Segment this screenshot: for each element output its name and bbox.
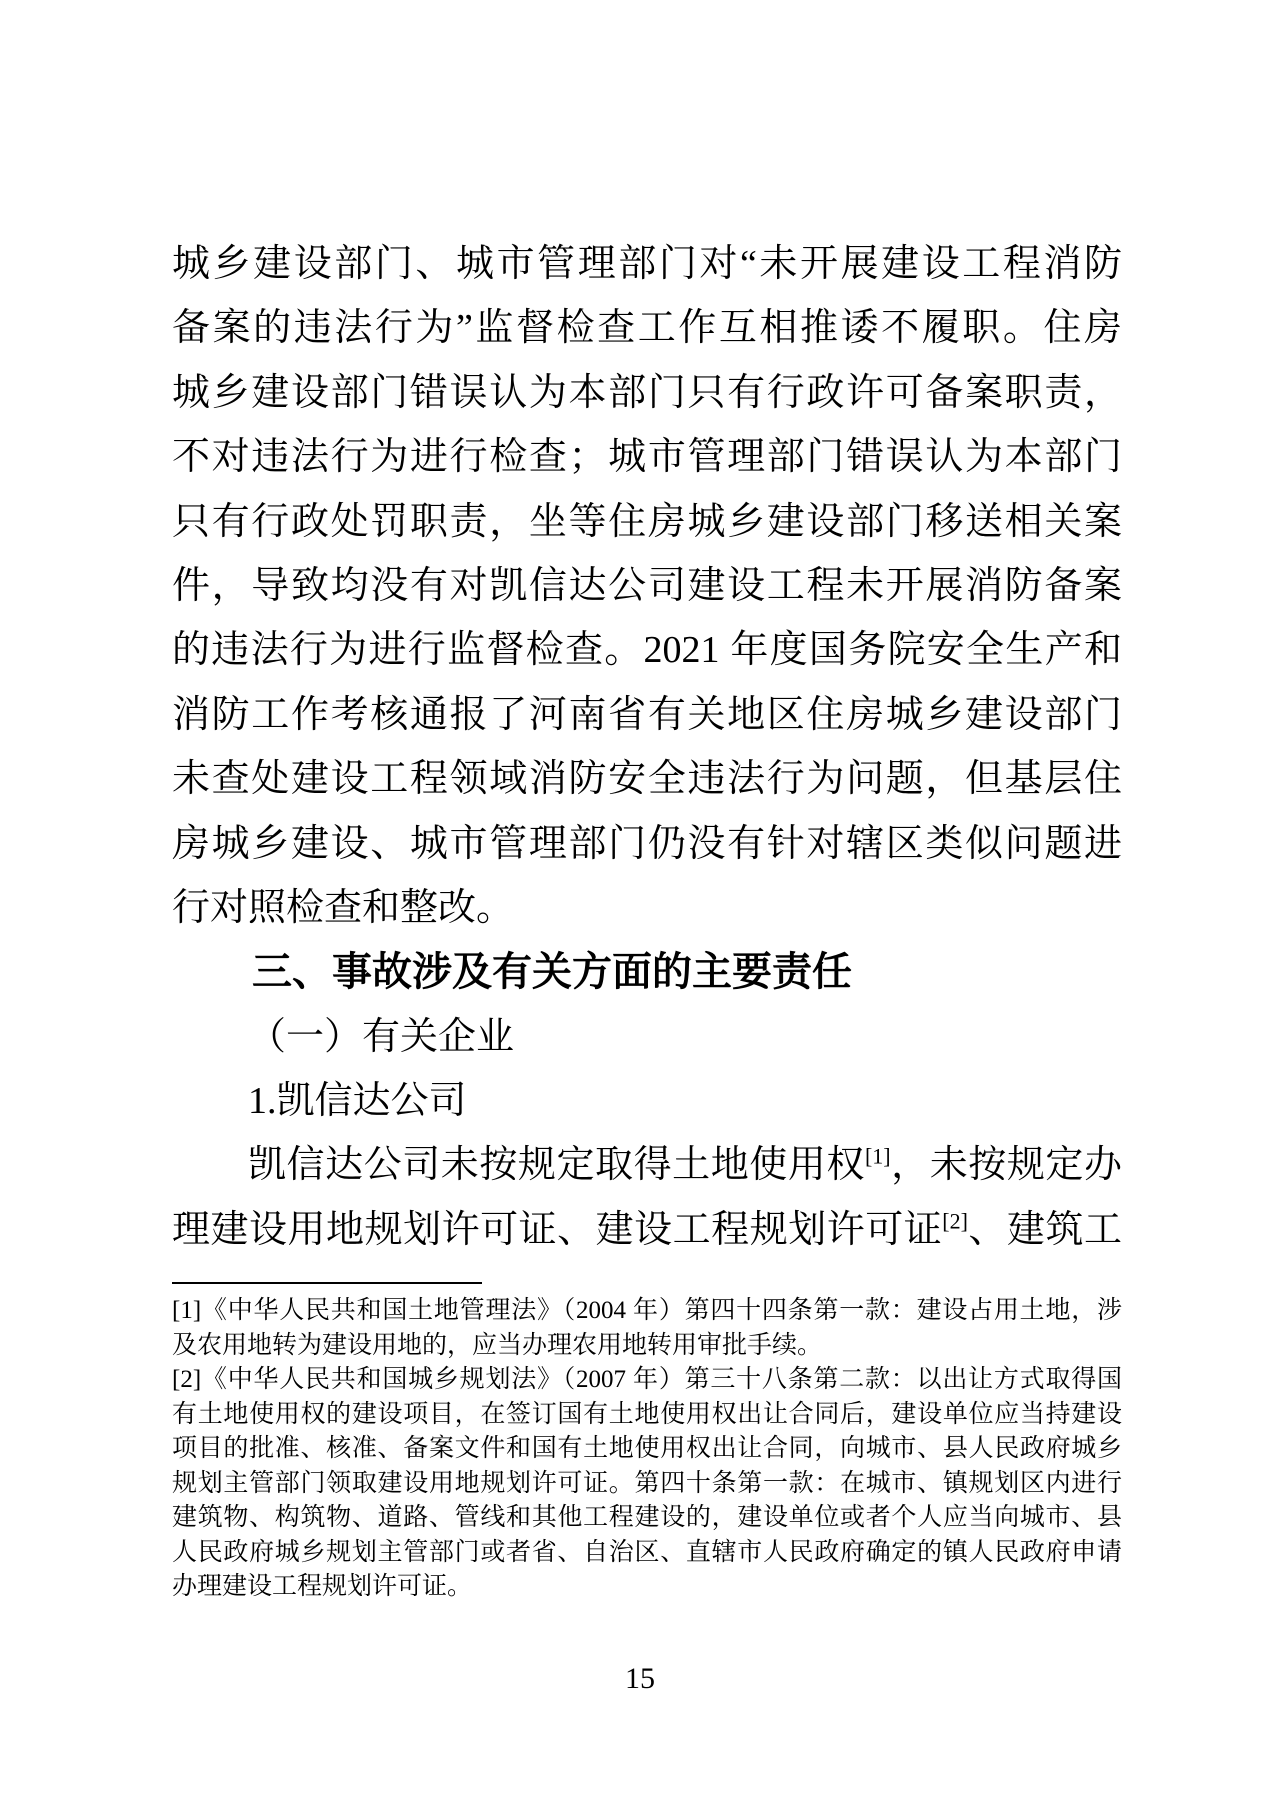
footnote-line: 人民政府城乡规划主管部门或者省、自治区、直辖市人民政府确定的镇人民政府申请: [172, 1538, 1122, 1566]
footnote-line: [2]《中华人民共和国城乡规划法》（2007 年）第三十八条第二款：以出让方式取得国: [172, 1366, 1122, 1393]
footnote-line: 规划主管部门领取建设用地规划许可证。第四十条第一款：在城市、镇规划区内进行: [172, 1469, 1122, 1497]
footnote-line: 建筑物、构筑物、道路、管线和其他工程建设的，建设单位或者个人应当向城市、县: [172, 1504, 1122, 1531]
footnote-ref-2: [2]: [942, 1208, 968, 1234]
footnote-ref-1: [1]: [864, 1143, 891, 1169]
paragraph-line: [172, 1198, 1122, 1262]
footnote-line: [1]《中华人民共和国土地管理法》（2004 年）第四十四条第一款：建设占用土地，涉: [172, 1297, 1122, 1324]
footnote-line: 办理建设工程规划许可证。: [172, 1573, 473, 1600]
paragraph-text: ，未按规定办: [890, 1144, 1122, 1187]
paragraph-line: [172, 1133, 1122, 1197]
item-heading: 1.凯信达公司: [248, 1080, 467, 1123]
paragraph-text: 凯信达公司未按规定取得土地使用权: [248, 1144, 865, 1187]
paragraph-text: 理建设用地规划许可证、建设工程规划许可证: [172, 1208, 943, 1251]
body-line: 行对照检查和整改。: [172, 886, 515, 929]
body-line: 城乡建设部门错误认为本部门只有行政许可备案职责，: [172, 371, 1122, 414]
paragraph-text: 、建筑工: [967, 1208, 1122, 1251]
page-number: 15: [625, 1662, 655, 1695]
footnote-line: 有土地使用权的建设项目，在签订国有土地使用权出让合同后，建设单位应当持建设: [172, 1400, 1122, 1428]
body-line: 城乡建设部门、城市管理部门对“未开展建设工程消防: [172, 243, 1122, 285]
footnotes-block: [172, 1294, 1122, 1605]
body-line: 房城乡建设、城市管理部门仍没有针对辖区类似问题进: [172, 822, 1122, 865]
footnote-separator: [172, 1282, 482, 1284]
body-line: 的违法行为进行监督检查。2021 年度国务院安全生产和: [172, 629, 1122, 672]
body-line: 备案的违法行为”监督检查工作互相推诿不履职。住房: [172, 307, 1122, 350]
footnote-line: 及农用地转为建设用地的，应当办理农用地转用审批手续。: [172, 1331, 823, 1359]
body-line: 未查处建设工程领域消防安全违法行为问题，但基层住: [172, 758, 1122, 801]
body-text: [172, 232, 1122, 1262]
body-line: 件，导致均没有对凯信达公司建设工程未开展消防备案: [172, 564, 1122, 607]
body-line: 消防工作考核通报了河南省有关地区住房城乡建设部门: [172, 693, 1122, 736]
sub-heading: （一）有关企业: [248, 1015, 515, 1058]
body-line: 不对违法行为进行检查；城市管理部门错误认为本部门: [172, 436, 1122, 479]
body-line: 只有行政处罚职责，坐等住房城乡建设部门移送相关案: [172, 500, 1122, 543]
section-heading: 三、事故涉及有关方面的主要责任: [252, 950, 852, 995]
footnote-line: 项目的批准、核准、备案文件和国有土地使用权出让合同，向城市、县人民政府城乡: [172, 1435, 1122, 1462]
